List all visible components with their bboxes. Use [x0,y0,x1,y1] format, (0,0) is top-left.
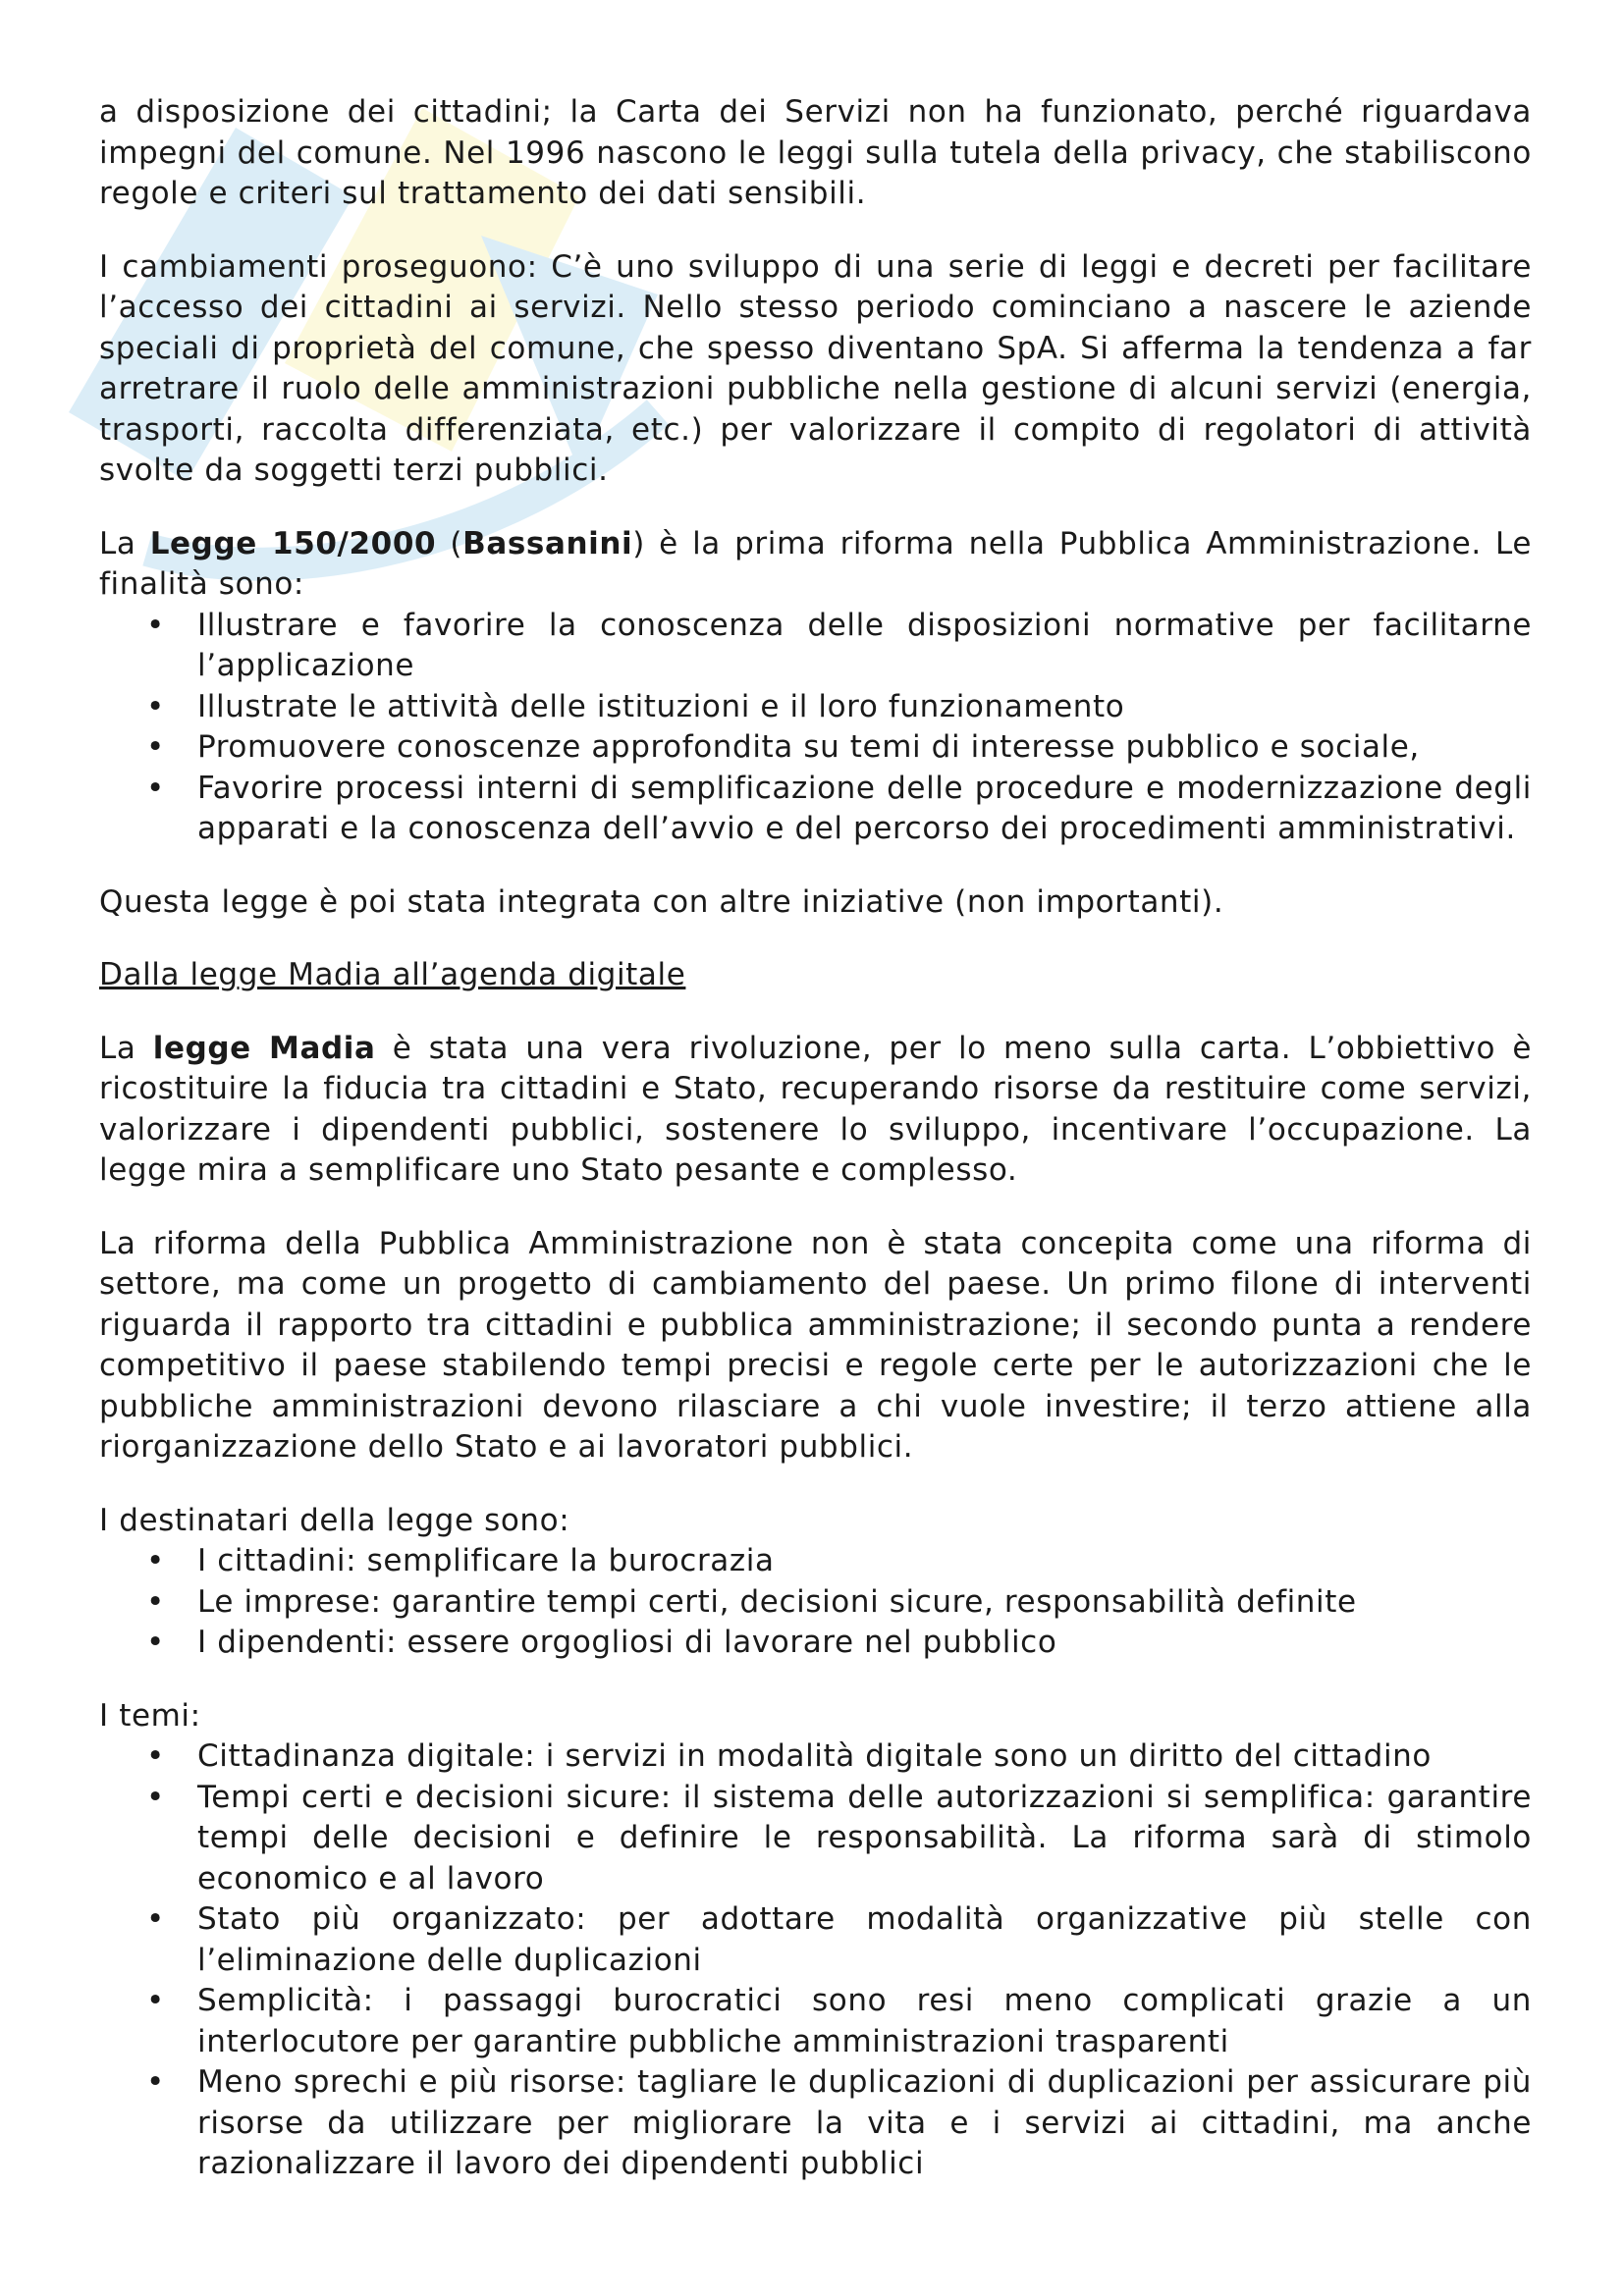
paragraph-legge-madia: La legge Madia è stata una vera rivoluzione, per lo meno sulla carta. L’obbiettivo è ricostituire la fiducia tra cittadini e Stato, recuperando risorse da restituire come servizi, valorizzare i dipendenti pubblici, sostenere lo sviluppo, incentivare l’occupazione. La legge mira a semplificare uno Stato pesante e complesso. [99,1030,1532,1188]
list-finalita [99,606,1532,850]
section-heading-madia: Dalla legge Madia all’agenda digitale [99,957,686,992]
list-item: • Stato più organizzato: per adottare modalità organizzative più stelle con l’eliminazione delle duplicazioni [99,1899,1532,1981]
list-item: • Semplicità: i passaggi burocratici sono resi meno complicati grazie a un interlocutore per garantire pubbliche amministrazioni trasparenti [99,1981,1532,2062]
document-page [99,92,1532,2217]
list-item: • I cittadini: semplificare la burocrazia [99,1541,1532,1582]
paragraph-temi: I temi: [99,1697,201,1734]
paragraph-destinatari: I destinatari della legge sono: [99,1502,570,1538]
paragraph-riforma: La riforma della Pubblica Amministrazione non è stata concepita come una riforma di settore, ma come un progetto di cambiamento del paese. Un primo filone di interventi riguarda il rapporto tra cittadini e pubblica amministrazione; il secondo punta a rendere competitivo il paese stabilendo tempi precisi e regole certe per le autorizzazioni che le pubbliche amministrazioni devono rilasciare a chi vuole investire; il terzo attiene alla riorganizzazione dello Stato e ai lavoratori pubblici. [99,1225,1532,1465]
bold-legge-150: Legge 150/2000 [149,525,437,561]
list-destinatari [99,1541,1532,1664]
list-item: • Meno sprechi e più risorse: tagliare le duplicazioni di duplicazioni per assicurare più risorse da utilizzare per migliorare la vita e i servizi ai cittadini, ma anche razionalizzare il lavoro dei dipendenti pubblici [99,2062,1532,2185]
list-item: • Le imprese: garantire tempi certi, decisioni sicure, responsabilità definite [99,1582,1532,1624]
paragraph-integrata: Questa legge è poi stata integrata con altre iniziative (non importanti). [99,883,1224,920]
list-item: • Favorire processi interni di semplificazione delle procedure e modernizzazione degli apparati e la conoscenza dell’avvio e del percorso dei procedimenti amministrativi. [99,769,1532,850]
list-item: • Cittadinanza digitale: i servizi in modalità digitale sono un diritto del cittadino [99,1736,1532,1778]
bold-legge-madia: legge Madia [152,1030,376,1066]
paragraph-carta-servizi: a disposizione dei cittadini; la Carta dei Servizi non ha funzionato, perché riguardava impegni del comune. Nel 1996 nascono le leggi sulla tutela della privacy, che stabiliscono regole e criteri sul trattamento dei dati sensibili. [99,94,1532,211]
list-item: • Illustrate le attività delle istituzioni e il loro funzionamento [99,687,1532,728]
list-item: • I dipendenti: essere orgogliosi di lavorare nel pubblico [99,1623,1532,1664]
bold-bassanini: Bassanini [462,525,633,561]
list-item: • Tempi certi e decisioni sicure: il sistema delle autorizzazioni si semplifica: garantire tempi delle decisioni e definire le responsabilità. La riforma sarà di stimolo economico e al lavoro [99,1778,1532,1900]
paragraph-legge-150: La Legge 150/2000 (Bassanini) è la prima riforma nella Pubblica Amministrazione. Le finalità sono: [99,525,1533,602]
list-item: • Promuovere conoscenze approfondita su temi di interesse pubblico e sociale, [99,727,1532,769]
list-item: • Illustrare e favorire la conoscenza delle disposizioni normative per facilitarne l’applicazione [99,606,1532,687]
paragraph-cambiamenti: I cambiamenti proseguono: C’è uno sviluppo di una serie di leggi e decreti per facilitare l’accesso dei cittadini ai servizi. Nello stesso periodo cominciano a nascere le aziende speciali di proprietà del comune, che spesso diventano SpA. Si afferma la tendenza a far arretrare il ruolo delle amministrazioni pubbliche nella gestione di alcuni servizi (energia, trasporti, raccolta differenziata, etc.) per valorizzare il compito di regolatori di attività svolte da soggetti terzi pubblici. [99,248,1532,488]
list-temi [99,1736,1532,2185]
